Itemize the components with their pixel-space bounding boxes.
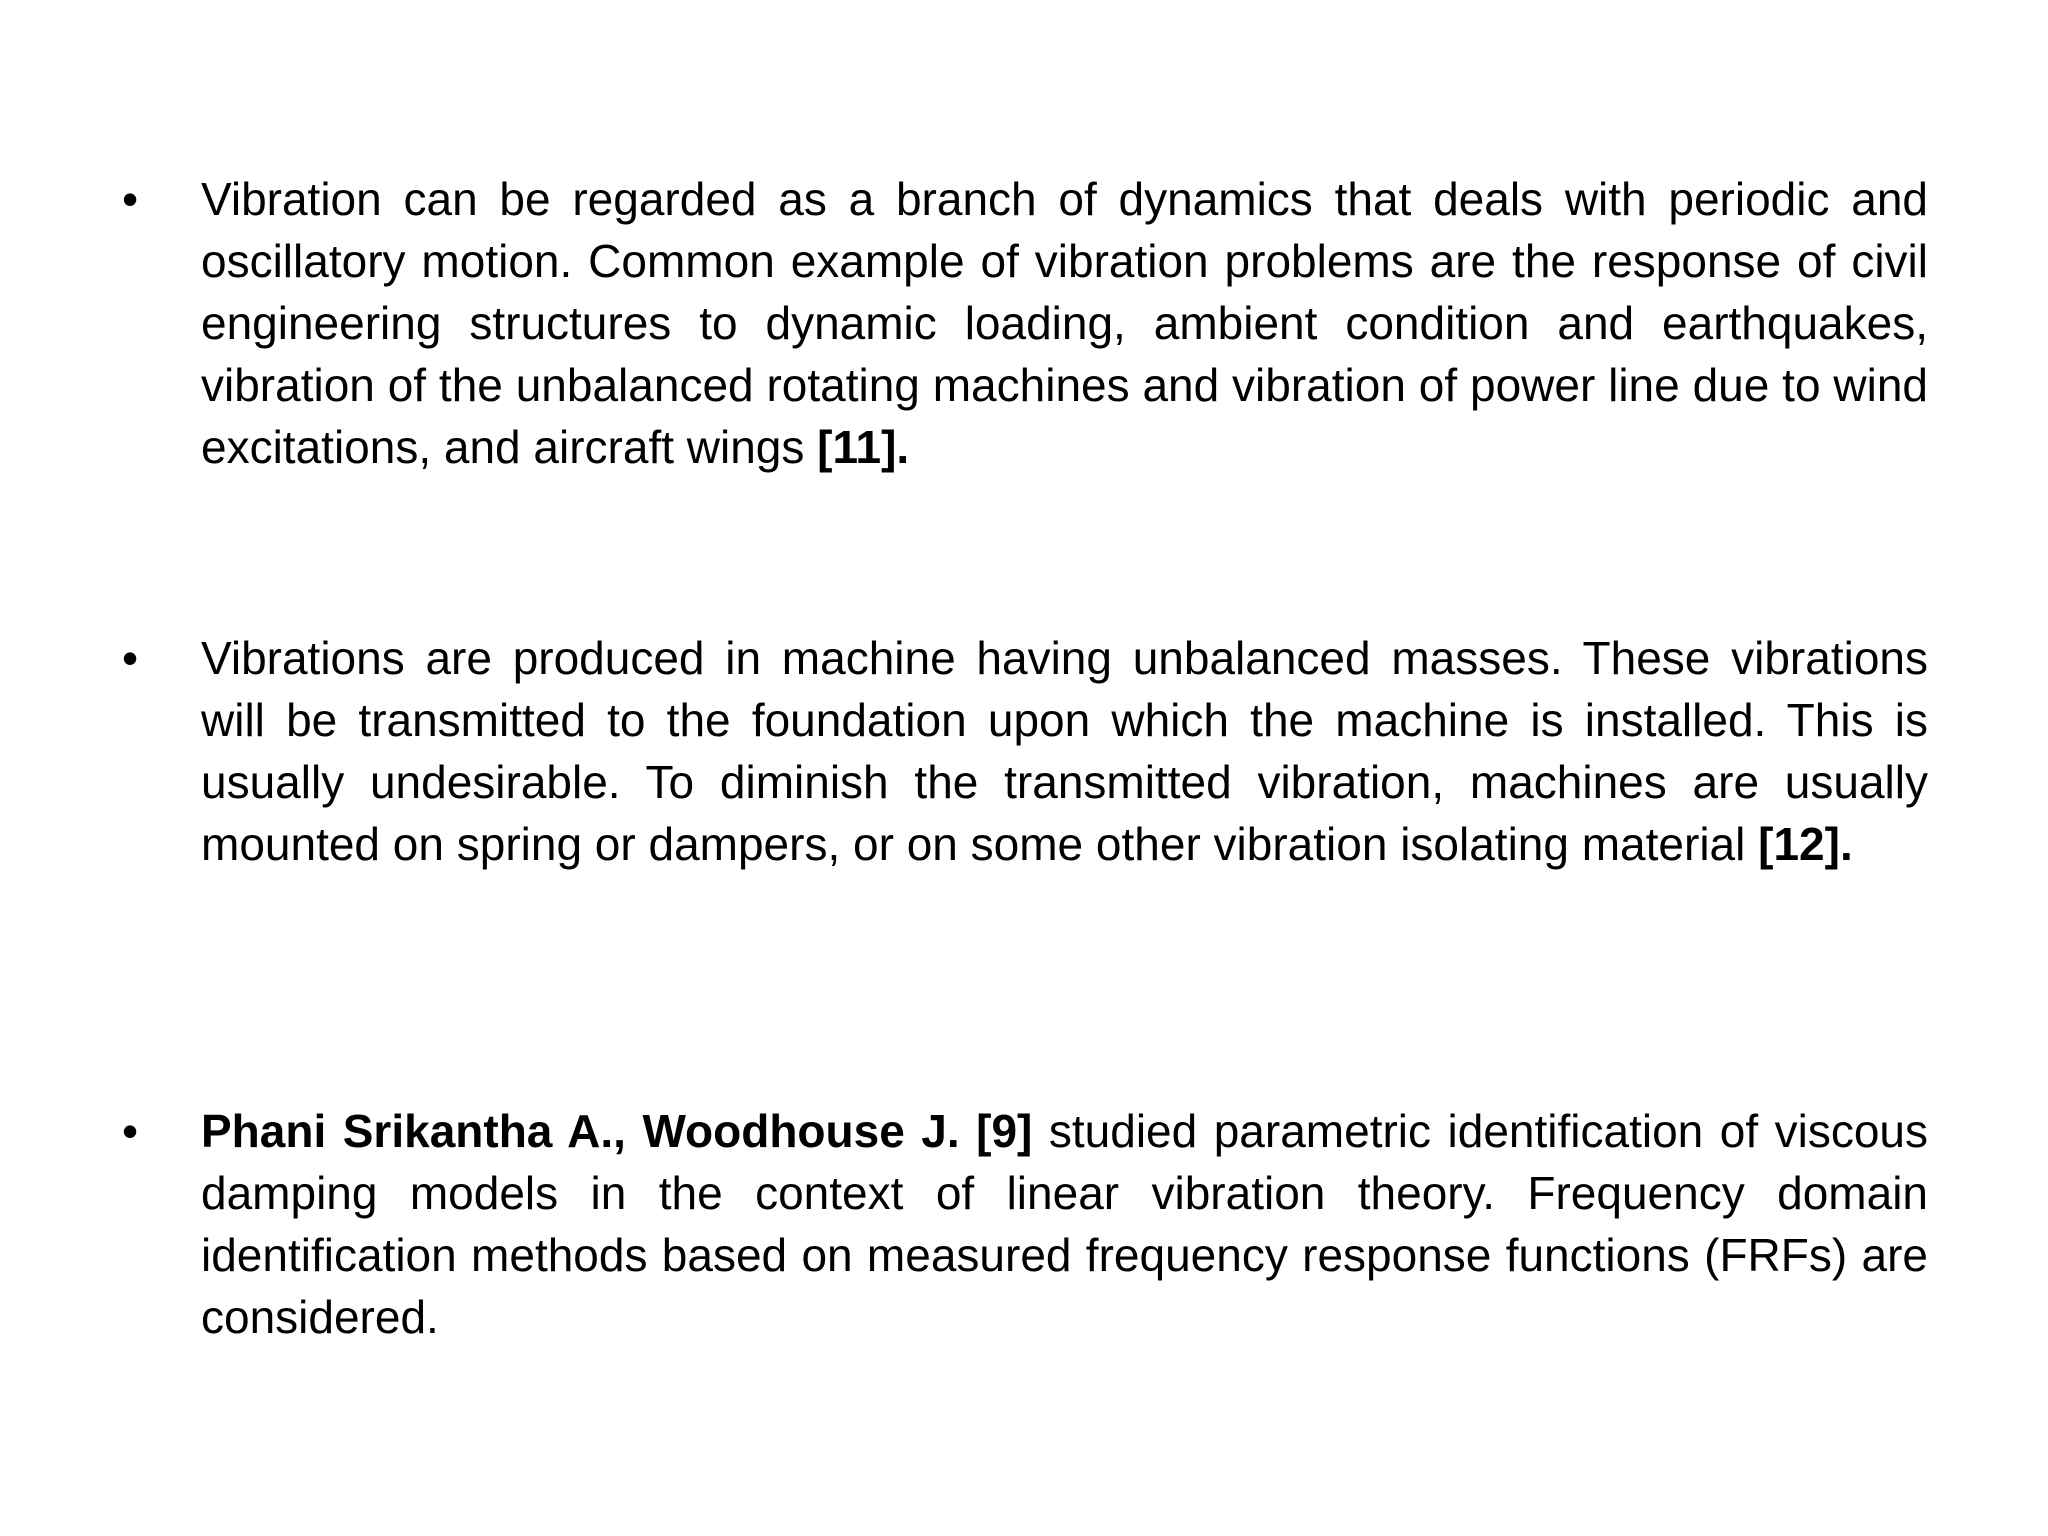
bullet-text bbox=[201, 168, 1928, 478]
citation-authors: Phani Srikantha A., Woodhouse J. [9] bbox=[201, 1105, 1033, 1157]
bullet-text bbox=[201, 1100, 1928, 1348]
citation: [11]. bbox=[817, 421, 910, 473]
bullet-body: Vibrations are produced in machine having unbalanced masses. These vibrations will be transmitted to the foundation upon which the machine is installed. This is usually undesirable. To diminish the transmitted vibration, machines are usually mounted on spring or dampers, or on some other vibration isolating material bbox=[201, 632, 1928, 870]
citation: [12]. bbox=[1758, 818, 1853, 870]
bullet-body: Vibration can be regarded as a branch of dynamics that deals with periodic and oscillatory motion. Common example of vibration problems are the response of civil engineering structures to dynamic loading, ambient condition and earthquakes, vibration of the unbalanced rotating machines and vibration of power line due to wind excitations, and aircraft wings bbox=[201, 173, 1928, 473]
bullet-icon: • bbox=[122, 1105, 139, 1157]
bullet-text bbox=[201, 627, 1928, 875]
bullet-icon: • bbox=[122, 632, 139, 684]
bullet-icon: • bbox=[122, 173, 139, 225]
bullet-body: studied parametric identification of viscous damping models in the context of linear vibration theory. Frequency domain identification methods based on measured frequency response functions (FRFs) are considered. bbox=[201, 1105, 1928, 1343]
